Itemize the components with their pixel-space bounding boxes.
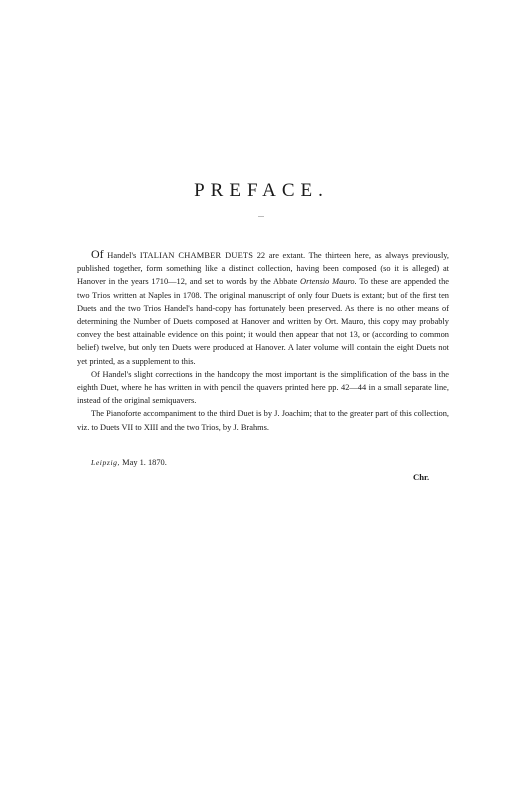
ornament-mark [258, 216, 264, 217]
signature: Chr. [413, 472, 430, 482]
paragraph-1-segment-1: Handel's [103, 251, 140, 260]
librettist-name: Ortensio Mauro. [300, 277, 357, 287]
paragraph-1-segment-2: 22 are extant. The thirteen here, as always previously, published together, form something like a distinct collection, having been composed (so it is alleged) at Hanover in the years 1710—12, and set to words by the Abbate [77, 251, 450, 287]
date: May 1. 1870. [122, 458, 167, 467]
drop-cap: Of [91, 247, 104, 261]
page-title: PREFACE. [194, 180, 329, 201]
preface-body [77, 248, 449, 434]
work-title: ITALIAN CHAMBER DUETS [139, 251, 254, 260]
trios-word: Trios [92, 290, 111, 300]
place-name: Leipzig, [91, 458, 121, 467]
dateline [91, 458, 411, 467]
place-date [91, 458, 167, 467]
paragraph-2: Of Handel's slight corrections in the handcopy the most important is the simplification of the bass in the eighth Duet, where he has written in with pencil the quavers printed here pp. 42—44 in a small separate line, instead of the original semiquavers. [77, 369, 449, 406]
paragraph-1 [77, 248, 449, 368]
paragraph-3: The Pianoforte accompaniment to the third Duet is by J. Joachim; that to the greater part of this collection, viz. to Duets VII to XIII and the two Trios, by J. Brahms. [77, 409, 449, 432]
paragraph-1-segment-3: To these are appended the two [77, 277, 449, 300]
paragraph-1-segment-4: written at Naples in 1708. The original manuscript of only four Duets is extant; but of the first ten Duets and the two Trios Handel's hand-copy has fortunately been preserved. As there is no other means of determining the Number of Duets composed at Hanover and written by Ort. Mauro, this copy may probably convey the best attainable evidence on this point; it would then appear that not 13, or (according to common belief) twelve, but only ten Duets were produced at Hanover. A later volume will contain the eight Duets not yet printed, as a supplement to this. [77, 290, 449, 366]
